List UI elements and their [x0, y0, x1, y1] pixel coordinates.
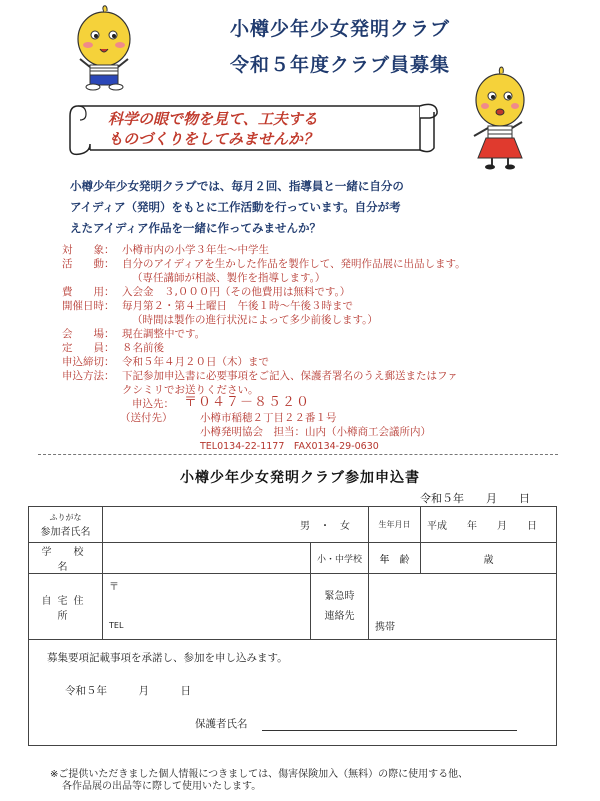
birthdate-label: 生年月日: [369, 507, 421, 543]
deadline-label: 申込締切：: [62, 356, 115, 368]
capacity-label: 定 員：: [62, 342, 115, 354]
emergency-label-cell: [311, 574, 369, 640]
banner-line-1: 科学の眼で物を見て、工夫する: [108, 110, 318, 128]
destination-org: 小樽発明協会 担当：山内（小樽商工会議所内）: [200, 426, 431, 438]
age-label: 年 齢: [369, 543, 421, 574]
emergency-label-2: 連絡先: [324, 610, 355, 622]
name-label: 参加者氏名: [40, 526, 91, 538]
guardian-label: 保護者氏名: [195, 718, 248, 730]
activity-label: 活 動：: [62, 258, 115, 270]
school-label: 学 校 名: [29, 543, 103, 574]
venue-value: 現在調整中です。: [122, 328, 206, 340]
fee-value: 入会金 ３,０００円（その他費用は無料です。）: [122, 286, 351, 298]
postal-mark: 〒: [109, 582, 119, 593]
tel-mark: TEL: [109, 621, 124, 630]
birthdate-input[interactable]: 平成 年 月 日: [421, 507, 557, 543]
destination-label: 申込先：: [132, 398, 174, 410]
destination-address: 小樽市稲穂２丁目２２番１号: [200, 412, 337, 424]
privacy-note-line-1: ※ご提供いただきました個人情報につきましては、傷害保険加入（無料）の際に使用する他、: [50, 769, 469, 780]
schedule-label: 開催日時：: [62, 300, 115, 312]
address-input[interactable]: [103, 574, 311, 640]
intro-line-1: 小樽少年少女発明クラブでは、毎月２回、指導員と一緒に自分の: [70, 179, 404, 193]
consent-text: 募集要項記載事項を承諾し、参加を申し込みます。: [47, 652, 288, 664]
activity-note: （専任講師が相談、製作を指導します。）: [132, 272, 326, 284]
name-ruby: ふりがな: [49, 512, 82, 522]
activity-value: 自分のアイディアを生かした作品を製作して、発明作品展に出品します。: [122, 258, 466, 270]
gender-choice[interactable]: 男 ・ 女: [300, 521, 350, 532]
mobile-label: 携帯: [375, 622, 395, 633]
emergency-input[interactable]: [369, 574, 557, 640]
destination-postal: 〒０４７－８５２０: [184, 395, 311, 410]
method-value-cont: クシミリでお送りください。: [122, 384, 259, 396]
school-input[interactable]: [103, 543, 311, 574]
target-label: 対 象：: [62, 244, 115, 256]
intro-line-2: アイディア（発明）をもとに工作活動を行っています。自分が考: [70, 200, 401, 214]
method-value: 下記参加申込書に必要事項をご記入、保護者署名のうえ郵送またはファ: [122, 370, 458, 382]
privacy-note-line-2: 各作品展の出品等に際して使用いたします。: [62, 781, 262, 792]
method-label: 申込方法：: [62, 370, 115, 382]
address-label: 自宅住所: [29, 574, 103, 640]
destination-phone: TEL0134-22-1177 FAX0134-29-0630: [200, 441, 379, 452]
schedule-note: （時間は製作の進行状況によって多少前後します。）: [132, 314, 378, 326]
page-subtitle: 令和５年度クラブ員募集: [229, 54, 450, 76]
name-input-cell[interactable]: [103, 507, 369, 543]
application-form-table: [28, 506, 557, 746]
intro-line-3: えたアイディア作品を一緒に作ってみませんか？: [70, 221, 322, 235]
guardian-row: [195, 716, 550, 731]
schedule-value: 毎月第２・第４土曜日 午後１時～午後３時まで: [122, 300, 353, 312]
age-input[interactable]: 歳: [421, 543, 557, 574]
form-title: 小樽少年少女発明クラブ参加申込書: [180, 470, 420, 486]
form-date: 令和５年 月 日: [420, 492, 530, 505]
venue-label: 会 場：: [62, 328, 115, 340]
fee-label: 費 用：: [62, 286, 115, 298]
school-grade[interactable]: 小・中学校 年: [311, 543, 369, 574]
consent-cell: [29, 640, 557, 746]
emergency-label-1: 緊急時: [324, 590, 355, 602]
destination-paren: （送付先）: [120, 412, 173, 424]
guardian-signature-line[interactable]: [262, 718, 517, 731]
target-value: 小樽市内の小学３年生～中学生: [122, 244, 269, 256]
banner-line-2: ものづくりをしてみませんか？: [108, 130, 319, 148]
cut-line-divider: [38, 454, 558, 455]
page-title: 小樽少年少女発明クラブ: [229, 18, 450, 40]
name-label-cell: [29, 507, 103, 543]
deadline-value: 令和５年４月２０日（木）まで: [122, 356, 269, 368]
mascot-girl-illustration: [460, 66, 540, 172]
consent-date[interactable]: 令和５年 月 日: [65, 685, 191, 697]
capacity-value: ８名前後: [122, 342, 164, 354]
